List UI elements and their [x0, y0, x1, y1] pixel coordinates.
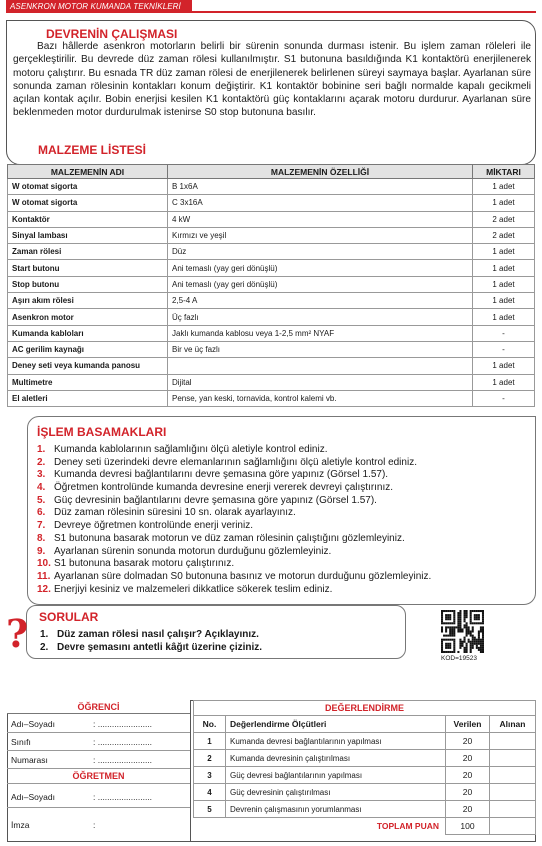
step-text: Deney seti üzerindeki devre elemanlarının sağlamlığını ölçü aletiyle kontrol ediniz.	[54, 456, 417, 468]
materials-row	[8, 374, 535, 390]
step-item	[37, 482, 431, 495]
criterion-points: 20	[446, 750, 490, 767]
teacher-signature-row	[7, 808, 190, 842]
step-item	[37, 520, 431, 533]
criterion-text: Güç devresinin çalıştırılması	[226, 784, 446, 801]
material-property: 2,5-4 A	[168, 293, 473, 309]
page-header	[0, 0, 542, 14]
student-name-row	[7, 715, 190, 733]
evaluation-row	[194, 801, 536, 818]
student-title: ÖĞRENCİ	[7, 700, 190, 714]
question-mark-icon: ?	[6, 611, 29, 656]
student-name-label: Adı–Soyadı	[11, 719, 55, 729]
materials-row	[8, 325, 535, 341]
total-label: TOPLAM PUAN	[376, 821, 439, 832]
material-property: Dijital	[168, 374, 473, 390]
materials-header-quantity: MİKTARI	[473, 165, 535, 179]
student-number-field[interactable]: : .......................	[93, 755, 153, 765]
teacher-signature-field[interactable]: :	[93, 820, 96, 830]
material-property: Pense, yan keski, tornavida, kontrol kalemi vb.	[168, 390, 473, 406]
question-number: 2.	[40, 641, 49, 653]
material-name: Kontaktör	[8, 211, 168, 227]
material-name: Start butonu	[8, 260, 168, 276]
criterion-received-field[interactable]	[490, 733, 536, 750]
materials-row	[8, 341, 535, 357]
step-item	[37, 495, 431, 508]
step-text: Güç devresinin bağlantılarını devre şemasına göre yapınız (Görsel 1.57).	[54, 494, 377, 506]
material-quantity: 1 adet	[473, 244, 535, 260]
criterion-text: Kumanda devresinin çalıştırılması	[226, 750, 446, 767]
step-text: Enerjiyi kesiniz ve malzemeleri dikkatlice sökerek teslim ediniz.	[54, 583, 333, 595]
material-quantity: 1 adet	[473, 276, 535, 292]
materials-row	[8, 260, 535, 276]
student-class-field[interactable]: : .......................	[93, 737, 153, 747]
qr-code-icon[interactable]	[441, 610, 484, 653]
step-item	[37, 457, 431, 470]
criterion-text: Kumanda devresi bağlantılarının yapılması	[226, 733, 446, 750]
materials-table-body	[8, 179, 535, 407]
step-number: 5.	[37, 494, 46, 506]
total-received-field[interactable]	[490, 818, 536, 835]
materials-row	[8, 309, 535, 325]
step-item	[37, 584, 431, 597]
materials-row	[8, 390, 535, 406]
material-property: Ani temaslı (yay geri dönüşlü)	[168, 260, 473, 276]
material-name: Aşırı akım rölesi	[8, 293, 168, 309]
step-number: 4.	[37, 482, 46, 494]
step-text: Öğretmen kontrolünde kumanda devresine enerji vererek devreyi çalıştırınız.	[54, 482, 394, 494]
material-property: B 1x6A	[168, 179, 473, 195]
step-item	[37, 558, 431, 571]
teacher-title: ÖĞRETMEN	[7, 769, 190, 784]
student-number-label: Numarası	[11, 755, 48, 765]
step-item	[37, 546, 431, 559]
teacher-name-field[interactable]: : .......................	[93, 792, 153, 802]
criterion-number: 3	[194, 767, 226, 784]
step-number: 3.	[37, 469, 46, 481]
material-quantity: 2 adet	[473, 227, 535, 243]
materials-row	[8, 358, 535, 374]
material-quantity: 1 adet	[473, 358, 535, 374]
material-quantity: 1 adet	[473, 374, 535, 390]
operation-paragraph: Bazı hâllerde asenkron motorların belirli bir sürenin sonunda durması istenir. Bu işlem zaman röleleri ile gerçekleştirilir. Bu devrede düz zaman rölesi kullanılmıştır. S1 butonuna basıldığında K1 kontaktörü enerjilenerek motoru çalıştırır. Bu esnada TR düz zaman rölesi de enerjilenerek belirlenen süreyi saymaya başlar. Ayarlanan süre sonunda zaman rölesinin kontakları konum değiştirir. K1 kontaktör bobinine seri bağlı normalde kapalı gecikmeli açılan kontak açılır. Bobin enerjisi kesilen K1 kontaktörü güç kontaklarını açarak motoru durdurur. Ayarlanan süre beklenmeden motor durdurulmak istenirse S0 stop butonuna basılır.	[13, 41, 531, 119]
total-points: 100	[446, 818, 490, 835]
material-name: Zaman rölesi	[8, 244, 168, 260]
step-number: 10.	[37, 558, 51, 570]
material-quantity: 1 adet	[473, 293, 535, 309]
material-name: AC gerilim kaynağı	[8, 341, 168, 357]
step-number: 6.	[37, 507, 46, 519]
criterion-number: 2	[194, 750, 226, 767]
materials-row	[8, 293, 535, 309]
question-item	[40, 629, 262, 642]
step-item	[37, 507, 431, 520]
teacher-name-label: Adı–Soyadı	[11, 792, 55, 802]
questions-list	[40, 629, 262, 654]
evaluation-row	[194, 733, 536, 750]
teacher-name-row	[7, 786, 190, 808]
criterion-points: 20	[446, 767, 490, 784]
evaluation-divider	[190, 700, 191, 842]
criterion-number: 5	[194, 801, 226, 818]
material-name: El aletleri	[8, 390, 168, 406]
evaluation-row	[194, 750, 536, 767]
evaluation-header-given: Verilen	[446, 716, 490, 733]
evaluation-title: DEĞERLENDİRME	[194, 701, 536, 716]
criterion-points: 20	[446, 733, 490, 750]
material-quantity: 1 adet	[473, 179, 535, 195]
steps-title: İŞLEM BASAMAKLARI	[37, 425, 167, 439]
student-number-row	[7, 751, 190, 769]
material-property: Düz	[168, 244, 473, 260]
materials-table	[7, 164, 535, 407]
criterion-received-field[interactable]	[490, 767, 536, 784]
material-property: Üç fazlı	[168, 309, 473, 325]
evaluation-row	[194, 784, 536, 801]
evaluation-header-no: No.	[194, 716, 226, 733]
step-number: 7.	[37, 520, 46, 532]
step-text: Düz zaman rölesinin süresini 10 sn. olarak ayarlayınız.	[54, 507, 296, 519]
teacher-signature-label: İmza	[11, 820, 30, 830]
evaluation-table	[193, 700, 536, 835]
criterion-text: Devrenin çalışmasının yorumlanması	[226, 801, 446, 818]
question-text: Devre şemasını antetli kâğıt üzerine çiziniz.	[57, 641, 263, 653]
materials-row	[8, 211, 535, 227]
header-title: ASENKRON MOTOR KUMANDA TEKNİKLERİ	[6, 0, 192, 13]
step-text: Ayarlanan sürenin sonunda motorun durduğunu gözlemleyiniz.	[54, 545, 332, 557]
materials-row	[8, 195, 535, 211]
material-name: Multimetre	[8, 374, 168, 390]
step-text: Ayarlanan süre dolmadan S0 butonuna basınız ve motorun durduğunu gözlemleyiniz.	[54, 570, 432, 582]
material-property: Jaklı kumanda kablosu veya 1-2,5 mm² NYAF	[168, 325, 473, 341]
student-name-field[interactable]: : .......................	[93, 719, 153, 729]
materials-row	[8, 276, 535, 292]
material-quantity: -	[473, 390, 535, 406]
step-number: 9.	[37, 545, 46, 557]
question-item	[40, 642, 262, 655]
criterion-number: 1	[194, 733, 226, 750]
criterion-text: Güç devresi bağlantılarının yapılması	[226, 767, 446, 784]
step-text: S1 butonuna basarak motoru çalıştırınız.	[54, 558, 235, 570]
criterion-points: 20	[446, 801, 490, 818]
step-text: Devreye öğretmen kontrolünde enerji veriniz.	[54, 520, 253, 532]
material-name: Stop butonu	[8, 276, 168, 292]
material-name: W otomat sigorta	[8, 195, 168, 211]
material-property	[168, 358, 473, 374]
step-number: 8.	[37, 532, 46, 544]
evaluation-header-criteria: Değerlendirme Ölçütleri	[226, 716, 446, 733]
material-quantity: 1 adet	[473, 309, 535, 325]
materials-row	[8, 179, 535, 195]
materials-row	[8, 227, 535, 243]
question-number: 1.	[40, 629, 49, 640]
step-item	[37, 469, 431, 482]
materials-row	[8, 244, 535, 260]
material-quantity: 1 adet	[473, 260, 535, 276]
criterion-points: 20	[446, 784, 490, 801]
material-name: Deney seti veya kumanda panosu	[8, 358, 168, 374]
materials-header-name: MALZEMENİN ADI	[8, 165, 168, 179]
material-quantity: 1 adet	[473, 195, 535, 211]
step-item	[37, 444, 431, 457]
criterion-number: 4	[194, 784, 226, 801]
step-text: S1 butonuna basarak motorun ve düz zaman rölesinin çalıştığını gözlemleyiniz.	[54, 532, 405, 544]
criterion-received-field[interactable]	[490, 801, 536, 818]
student-panel	[7, 700, 190, 842]
qr-code-label: KOD=19523	[441, 655, 477, 662]
question-text: Düz zaman rölesi nasıl çalışır? Açıklayınız.	[57, 629, 259, 640]
steps-list	[37, 444, 431, 596]
student-class-label: Sınıfı	[11, 737, 31, 747]
evaluation-total-row	[194, 818, 536, 835]
material-name: Kumanda kabloları	[8, 325, 168, 341]
step-number: 2.	[37, 456, 46, 468]
materials-header-property: MALZEMENİN ÖZELLİĞİ	[168, 165, 473, 179]
step-text: Kumanda kablolarının sağlamlığını ölçü aletiyle kontrol ediniz.	[54, 444, 328, 455]
criterion-received-field[interactable]	[490, 750, 536, 767]
student-class-row	[7, 733, 190, 751]
material-name: Asenkron motor	[8, 309, 168, 325]
material-quantity: -	[473, 341, 535, 357]
material-name: W otomat sigorta	[8, 179, 168, 195]
material-property: 4 kW	[168, 211, 473, 227]
operation-title: DEVRENİN ÇALIŞMASI	[46, 27, 178, 41]
step-number: 11.	[37, 570, 51, 582]
criterion-received-field[interactable]	[490, 784, 536, 801]
step-text: Kumanda devresi bağlantılarını devre şemasına göre yapınız (Görsel 1.57).	[54, 469, 389, 481]
material-name: Sinyal lambası	[8, 227, 168, 243]
header-rule	[192, 11, 536, 13]
step-item	[37, 533, 431, 546]
material-property: Bir ve üç fazlı	[168, 341, 473, 357]
materials-title: MALZEME LİSTESİ	[38, 143, 146, 157]
evaluation-header-received: Alınan	[490, 716, 536, 733]
questions-title: SORULAR	[39, 610, 99, 624]
step-number: 1.	[37, 444, 46, 455]
material-quantity: 2 adet	[473, 211, 535, 227]
evaluation-row	[194, 767, 536, 784]
material-property: C 3x16A	[168, 195, 473, 211]
material-quantity: -	[473, 325, 535, 341]
material-property: Kırmızı ve yeşil	[168, 227, 473, 243]
step-item	[37, 571, 431, 584]
step-number: 12.	[37, 583, 51, 595]
material-property: Ani temaslı (yay geri dönüşlü)	[168, 276, 473, 292]
